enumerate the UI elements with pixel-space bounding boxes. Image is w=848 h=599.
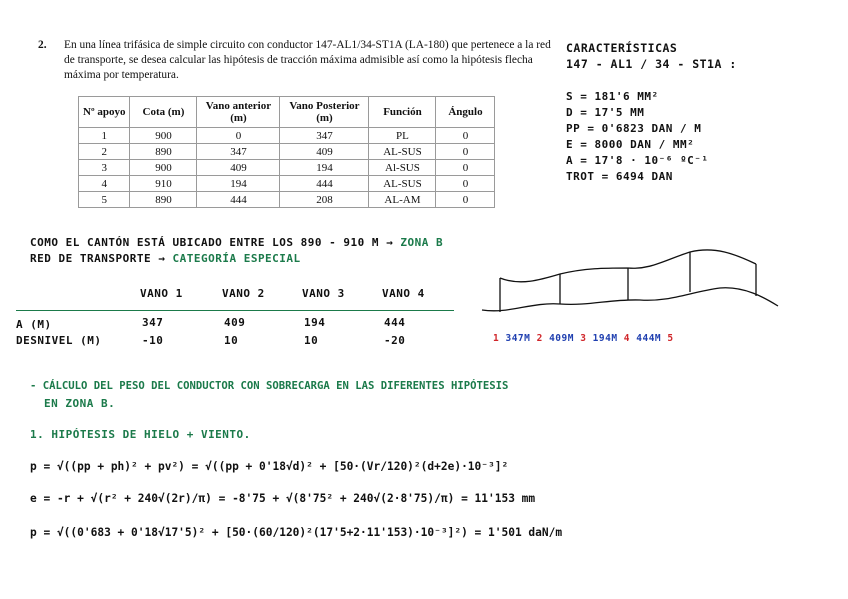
span-header: VANO 2 [222, 287, 265, 300]
span-label: 194M [592, 333, 618, 344]
table-cell: 444 [197, 192, 280, 208]
span-label: 347M [505, 333, 531, 344]
note-category-highlight: CATEGORÍA ESPECIAL [172, 252, 301, 265]
support-label: 2 [536, 333, 543, 344]
table-cell: 910 [130, 176, 197, 192]
table-row [79, 144, 495, 160]
supports-table [78, 96, 495, 208]
table-cell: 444 [280, 176, 369, 192]
characteristics-title: CARACTERÍSTICAS [566, 41, 678, 55]
characteristics-conductor: 147 - AL1 / 34 - ST1A : [566, 57, 737, 71]
table-row [79, 192, 495, 208]
span-header: VANO 4 [382, 287, 425, 300]
spans-divider [16, 310, 454, 311]
header-vano-posterior: Vano Posterior (m) [280, 97, 369, 128]
table-cell: 347 [197, 144, 280, 160]
table-cell: AL-AM [369, 192, 436, 208]
header-vano-anterior: Vano anterior (m) [197, 97, 280, 128]
characteristic-item: TROT = 6494 DAN [566, 170, 673, 183]
span-value: -20 [384, 334, 406, 347]
problem-statement [38, 38, 558, 83]
table-cell: 0 [436, 176, 495, 192]
characteristic-item: S = 181'6 MM² [566, 90, 659, 103]
table-cell: 194 [197, 176, 280, 192]
table-cell: PL [369, 128, 436, 144]
table-cell: 2 [79, 144, 130, 160]
characteristic-item: E = 8000 DAN / MM² [566, 138, 695, 151]
table-cell: Al-SUS [369, 160, 436, 176]
note-zone-highlight: ZONA B [400, 236, 444, 249]
table-row [79, 176, 495, 192]
table-cell: 0 [436, 144, 495, 160]
problem-text: En una línea trifásica de simple circuito con conductor 147-AL1/34-ST1A (LA-180) que pertenece a la red de transporte, se desea calcular las hipótesis de tracción máxima admisible así como la hipótesis flecha máxima por temperatura. [64, 39, 551, 81]
span-value: 10 [304, 334, 319, 347]
section-title: - CÁLCULO DEL PESO DEL CONDUCTOR CON SOBRECARGA EN LAS DIFERENTES HIPÓTESIS [30, 380, 509, 392]
span-value: 194 [304, 316, 326, 329]
note-zone [30, 236, 443, 249]
note-zone-text: COMO EL CANTÓN ESTÁ UBICADO ENTRE LOS 890 - 910 M → [30, 236, 394, 249]
table-row [79, 160, 495, 176]
header-cota: Cota (m) [130, 97, 197, 128]
span-label: 409M [549, 333, 574, 344]
table-cell: 1 [79, 128, 130, 144]
table-cell: 900 [130, 160, 197, 176]
header-funcion: Función [369, 97, 436, 128]
characteristic-item: Α = 17'8 · 10⁻⁶ ºC⁻¹ [566, 154, 709, 167]
span-value: 10 [224, 334, 239, 347]
profile-labels [493, 333, 674, 344]
table-cell: 0 [197, 128, 280, 144]
formula-weight-general: p = √((pp + ph)² + pv²) = √((pp + 0'18√d)² + [50·(Vr/120)²(d+2e)·10⁻³]² [30, 460, 509, 473]
header-n-apoyo: Nº apoyo [79, 97, 130, 128]
formula-weight-result: p = √((0'683 + 0'18√17'5)² + [50·(60/120)²(17'5+2·11'153)·10⁻³]²) = 1'501 daN/m [30, 526, 563, 539]
table-row [79, 128, 495, 144]
characteristic-item: PP = 0'6823 DAN / M [566, 122, 702, 135]
table-header-row [79, 97, 495, 128]
span-value: 347 [142, 316, 164, 329]
table-cell: 5 [79, 192, 130, 208]
line-profile-sketch [480, 244, 780, 324]
header-angulo: Ángulo [436, 97, 495, 128]
table-cell: 347 [280, 128, 369, 144]
support-label: 1 [493, 333, 500, 344]
table-cell: 890 [130, 144, 197, 160]
table-cell: 0 [436, 192, 495, 208]
table-cell: 409 [197, 160, 280, 176]
span-label: 444M [636, 333, 662, 344]
support-label: 3 [580, 333, 587, 344]
note-category [30, 252, 301, 265]
terrain-line [482, 288, 778, 311]
formula-ice-thickness: e = -r + √(r² + 240√(2r)/π) = -8'75 + √(8'75² + 240√(2·8'75)/π) = 11'153 mm [30, 492, 536, 505]
table-cell: 208 [280, 192, 369, 208]
support-label: 5 [667, 333, 674, 344]
table-cell: 0 [436, 160, 495, 176]
span-header: VANO 3 [302, 287, 345, 300]
table-cell: 3 [79, 160, 130, 176]
table-cell: AL-SUS [369, 176, 436, 192]
table-cell: 0 [436, 128, 495, 144]
table-cell: 4 [79, 176, 130, 192]
table-cell: 409 [280, 144, 369, 160]
span-header: VANO 1 [140, 287, 183, 300]
table-cell: 900 [130, 128, 197, 144]
span-value: 409 [224, 316, 246, 329]
span-value: -10 [142, 334, 164, 347]
table-cell: 194 [280, 160, 369, 176]
span-row-label: A (M) [16, 318, 52, 331]
hypothesis-title: 1. HIPÓTESIS DE HIELO + VIENTO. [30, 428, 251, 441]
table-cell: AL-SUS [369, 144, 436, 160]
characteristic-item: D = 17'5 MM [566, 106, 645, 119]
section-title-cont: EN ZONA B. [44, 397, 116, 410]
span-value: 444 [384, 316, 406, 329]
problem-number: 2. [38, 39, 47, 51]
table-cell: 890 [130, 192, 197, 208]
support-label: 4 [623, 333, 631, 344]
span-row-label: DESNIVEL (M) [16, 334, 102, 347]
note-category-text: RED DE TRANSPORTE → [30, 252, 166, 265]
